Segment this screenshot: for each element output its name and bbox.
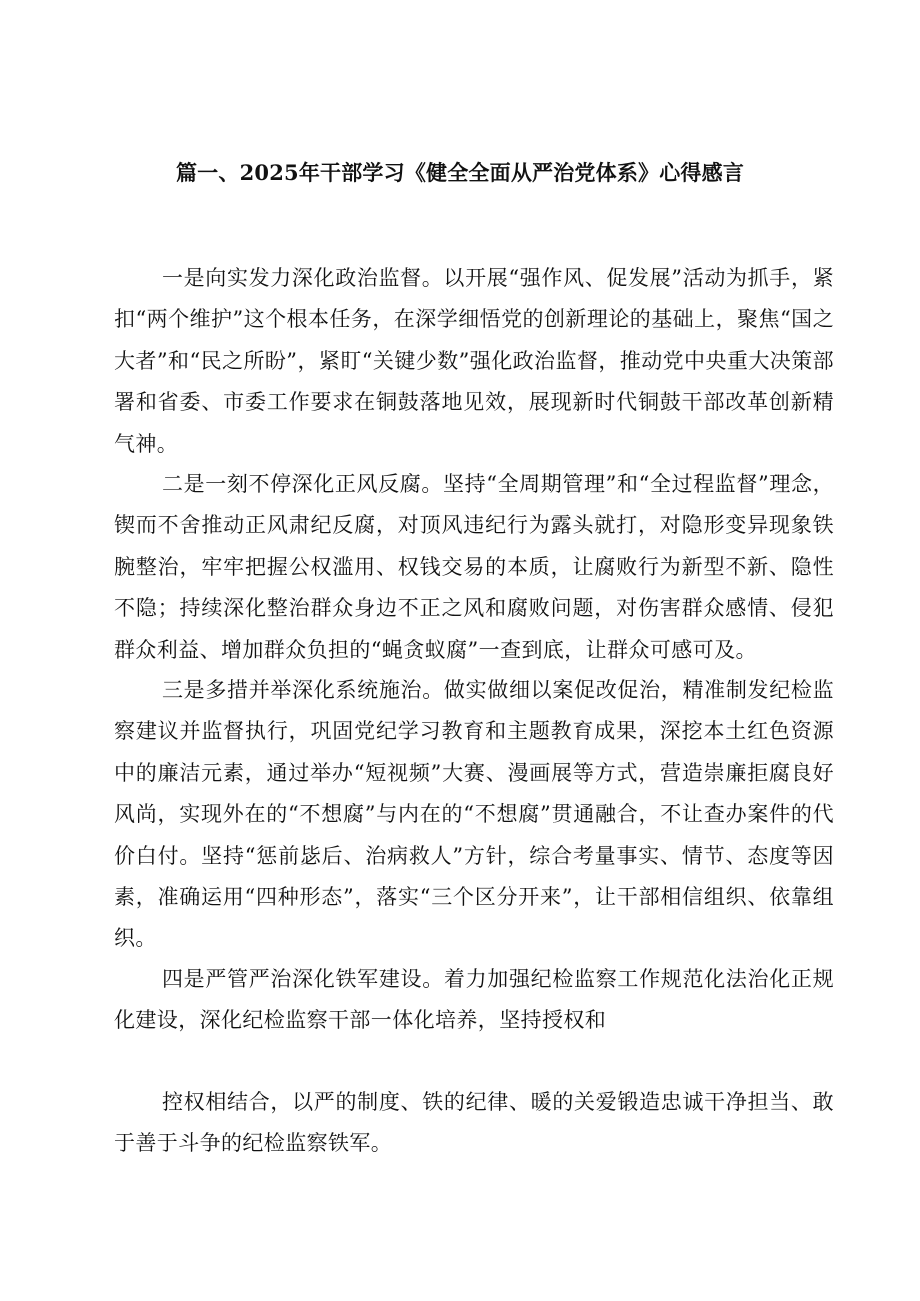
- paragraph-anti-corruption: 二是一刻不停深化正风反腐。坚持“全周期管理”和“全过程监督”理念，锲而不舍推动正风肃纪反腐，对顶风违纪行为露头就打，对隐形变异现象铁腕整治，牢牢把握公权滥用、权钱交易的本质，让腐败行为新型不新、隐性不隐；持续深化整治群众身边不正之风和腐败问题，对伤害群众感情、侵犯群众利益、增加群众负担的“蝇贪蚁腐”一查到底，让群众可感可及。: [114, 472, 834, 662]
- paragraph-team-building-continued: 控权相结合，以严的制度、铁的纪律、暖的关爱锻造忠诚干净担当、敢于善于斗争的纪检监察铁军。: [114, 1090, 834, 1156]
- paragraph-team-building: 四是严管严治深化铁军建设。着力加强纪检监察工作规范化法治化正规化建设，深化纪检监察干部一体化培养，坚持授权和: [114, 967, 834, 1033]
- paragraph-political-supervision: 一是向实发力深化政治监督。以开展“强作风、促发展”活动为抓手，紧扣“两个维护”这个根本任务，在深学细悟党的创新理论的基础上，聚焦“国之大者”和“民之所盼”，紧盯“关键少数”强化政治监督，推动党中央重大决策部署和省委、市委工作要求在铜鼓落地见效，展现新时代铜鼓干部改革创新精气神。: [114, 266, 834, 456]
- page-title: 篇一、2025年干部学习《健全全面从严治党体系》心得感言: [175, 160, 745, 185]
- paragraph-systemic-governance: 三是多措并举深化系统施治。做实做细以案促改促治，精准制发纪检监察建议并监督执行，巩固党纪学习教育和主题教育成果，深挖本土红色资源中的廉洁元素，通过举办“短视频”大赛、漫画展等方式，营造崇廉拒腐良好风尚，实现外在的“不想腐”与内在的“不想腐”贯通融合，不让查办案件的代价白付。坚持“惩前毖后、治病救人”方针，综合考量事实、情节、态度等因素，准确运用“四种形态”，落实“三个区分开来”，让干部相信组织、依靠组织。: [114, 678, 834, 951]
